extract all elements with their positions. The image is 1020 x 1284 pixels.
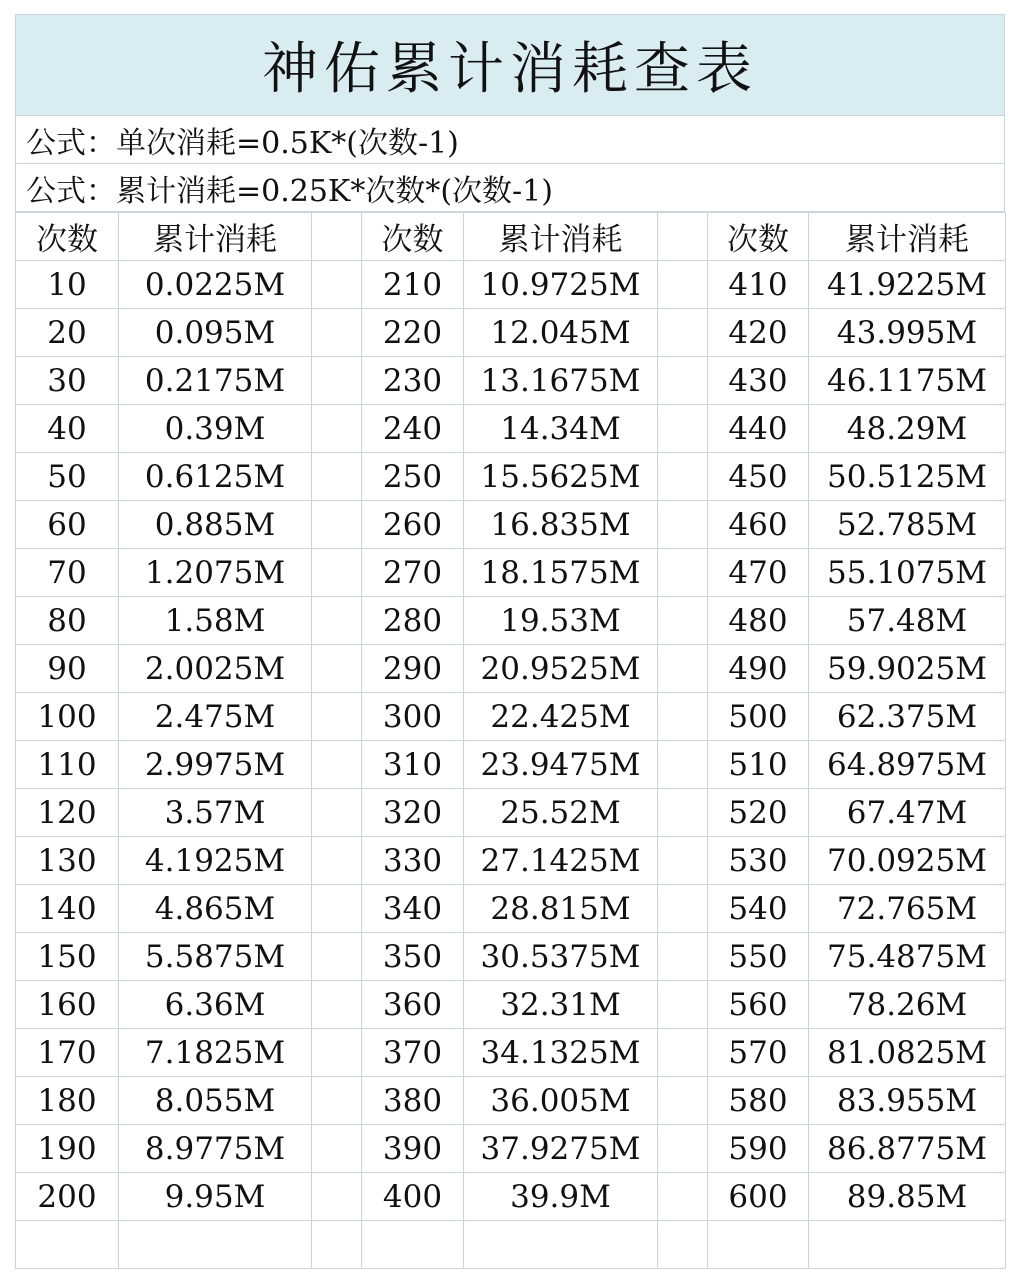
total-cell: 8.9775M [119,1125,312,1173]
count-cell: 530 [708,837,809,885]
table-row [16,597,1006,645]
count-cell: 120 [16,789,119,837]
table-row [16,453,1006,501]
count-cell: 470 [708,549,809,597]
table-row [16,693,1006,741]
table-row [16,549,1006,597]
header-count: 次数 [362,213,464,261]
spacer-cell [658,597,708,645]
total-cell: 41.9225M [809,261,1006,309]
total-cell: 36.005M [464,1077,658,1125]
spacer-cell [312,645,362,693]
total-cell: 27.1425M [464,837,658,885]
total-cell: 67.47M [809,789,1006,837]
spacer-cell [658,405,708,453]
spacer-cell [312,1029,362,1077]
count-cell: 320 [362,789,464,837]
count-cell: 20 [16,309,119,357]
total-cell: 64.8975M [809,741,1006,789]
empty-cell [16,1221,119,1269]
spreadsheet [15,14,1005,1269]
count-cell: 50 [16,453,119,501]
total-cell: 0.095M [119,309,312,357]
empty-cell [809,1221,1006,1269]
count-cell: 590 [708,1125,809,1173]
spacer-cell [658,1029,708,1077]
spacer-cell [658,885,708,933]
total-cell: 39.9M [464,1173,658,1221]
total-cell: 72.765M [809,885,1006,933]
header-row [16,213,1006,261]
total-cell: 23.9475M [464,741,658,789]
lookup-table [15,212,1006,1269]
total-cell: 15.5625M [464,453,658,501]
header-total: 累计消耗 [119,213,312,261]
spacer-cell [312,501,362,549]
count-cell: 450 [708,453,809,501]
count-cell: 390 [362,1125,464,1173]
total-cell: 30.5375M [464,933,658,981]
spacer-cell [658,645,708,693]
count-cell: 430 [708,357,809,405]
total-cell: 78.26M [809,981,1006,1029]
count-cell: 340 [362,885,464,933]
total-cell: 57.48M [809,597,1006,645]
spacer-cell [312,933,362,981]
total-cell: 28.815M [464,885,658,933]
total-cell: 43.995M [809,309,1006,357]
total-cell: 1.2075M [119,549,312,597]
count-cell: 240 [362,405,464,453]
total-cell: 22.425M [464,693,658,741]
count-cell: 540 [708,885,809,933]
count-cell: 300 [362,693,464,741]
total-cell: 83.955M [809,1077,1006,1125]
sheet-title: 神佑累计消耗查表 [15,14,1005,116]
count-cell: 30 [16,357,119,405]
total-cell: 6.36M [119,981,312,1029]
total-cell: 62.375M [809,693,1006,741]
empty-cell [312,1221,362,1269]
spacer-cell [312,357,362,405]
spacer-cell [658,1125,708,1173]
spacer-cell [658,741,708,789]
table-row [16,981,1006,1029]
table-row [16,261,1006,309]
count-cell: 520 [708,789,809,837]
total-cell: 4.1925M [119,837,312,885]
count-cell: 510 [708,741,809,789]
total-cell: 20.9525M [464,645,658,693]
count-cell: 400 [362,1173,464,1221]
total-cell: 1.58M [119,597,312,645]
count-cell: 60 [16,501,119,549]
spacer-cell [658,1077,708,1125]
empty-cell [362,1221,464,1269]
total-cell: 18.1575M [464,549,658,597]
total-cell: 7.1825M [119,1029,312,1077]
count-cell: 200 [16,1173,119,1221]
table-row [16,741,1006,789]
spacer-cell [658,789,708,837]
count-cell: 280 [362,597,464,645]
spacer-cell [658,549,708,597]
spacer-cell [312,549,362,597]
count-cell: 180 [16,1077,119,1125]
count-cell: 130 [16,837,119,885]
spacer-cell [658,693,708,741]
spacer-cell [658,933,708,981]
count-cell: 160 [16,981,119,1029]
total-cell: 37.9275M [464,1125,658,1173]
spacer-cell [312,309,362,357]
count-cell: 70 [16,549,119,597]
count-cell: 270 [362,549,464,597]
spacer-cell [658,1173,708,1221]
total-cell: 52.785M [809,501,1006,549]
spacer-cell [658,357,708,405]
count-cell: 10 [16,261,119,309]
table-row [16,837,1006,885]
header-total: 累计消耗 [464,213,658,261]
total-cell: 16.835M [464,501,658,549]
total-cell: 8.055M [119,1077,312,1125]
table-row [16,357,1006,405]
total-cell: 14.34M [464,405,658,453]
count-cell: 480 [708,597,809,645]
spacer-cell [312,405,362,453]
count-cell: 310 [362,741,464,789]
count-cell: 560 [708,981,809,1029]
total-cell: 81.0825M [809,1029,1006,1077]
count-cell: 250 [362,453,464,501]
spacer-cell [312,261,362,309]
count-cell: 490 [708,645,809,693]
spacer-cell [312,1125,362,1173]
total-cell: 55.1075M [809,549,1006,597]
table-row [16,933,1006,981]
spacer-cell [312,885,362,933]
count-cell: 140 [16,885,119,933]
empty-cell [119,1221,312,1269]
count-cell: 380 [362,1077,464,1125]
total-cell: 4.865M [119,885,312,933]
count-cell: 170 [16,1029,119,1077]
total-cell: 0.0225M [119,261,312,309]
spacer-cell [312,1173,362,1221]
total-cell: 86.8775M [809,1125,1006,1173]
count-cell: 190 [16,1125,119,1173]
header-count: 次数 [16,213,119,261]
spacer-cell [658,309,708,357]
table-row [16,789,1006,837]
spacer-cell [312,741,362,789]
empty-cell [464,1221,658,1269]
total-cell: 3.57M [119,789,312,837]
table-row [16,1077,1006,1125]
total-cell: 32.31M [464,981,658,1029]
table-row [16,645,1006,693]
spacer-cell [658,981,708,1029]
spacer-cell [658,501,708,549]
count-cell: 290 [362,645,464,693]
table-row [16,405,1006,453]
count-cell: 440 [708,405,809,453]
spacer-cell [312,789,362,837]
spacer-cell [658,837,708,885]
empty-row [16,1221,1006,1269]
count-cell: 220 [362,309,464,357]
total-cell: 0.885M [119,501,312,549]
count-cell: 420 [708,309,809,357]
total-cell: 10.9725M [464,261,658,309]
spacer-cell [312,213,362,261]
total-cell: 2.0025M [119,645,312,693]
spacer-cell [312,453,362,501]
count-cell: 150 [16,933,119,981]
total-cell: 0.2175M [119,357,312,405]
spacer-cell [312,597,362,645]
total-cell: 12.045M [464,309,658,357]
total-cell: 2.9975M [119,741,312,789]
count-cell: 580 [708,1077,809,1125]
table-row [16,1029,1006,1077]
count-cell: 230 [362,357,464,405]
count-cell: 260 [362,501,464,549]
table-row [16,1173,1006,1221]
count-cell: 460 [708,501,809,549]
count-cell: 410 [708,261,809,309]
total-cell: 9.95M [119,1173,312,1221]
total-cell: 2.475M [119,693,312,741]
spacer-cell [312,693,362,741]
count-cell: 80 [16,597,119,645]
count-cell: 550 [708,933,809,981]
total-cell: 34.1325M [464,1029,658,1077]
total-cell: 19.53M [464,597,658,645]
table-row [16,1125,1006,1173]
total-cell: 70.0925M [809,837,1006,885]
table-row [16,309,1006,357]
total-cell: 5.5875M [119,933,312,981]
formula-cumulative-cost: 公式：累计消耗=0.25K*次数*(次数-1) [15,164,1005,212]
spacer-cell [312,1077,362,1125]
count-cell: 350 [362,933,464,981]
total-cell: 59.9025M [809,645,1006,693]
count-cell: 40 [16,405,119,453]
count-cell: 500 [708,693,809,741]
count-cell: 90 [16,645,119,693]
total-cell: 50.5125M [809,453,1006,501]
count-cell: 600 [708,1173,809,1221]
count-cell: 370 [362,1029,464,1077]
header-total: 累计消耗 [809,213,1006,261]
spacer-cell [312,981,362,1029]
count-cell: 110 [16,741,119,789]
spacer-cell [312,837,362,885]
header-count: 次数 [708,213,809,261]
empty-cell [708,1221,809,1269]
spacer-cell [658,213,708,261]
count-cell: 360 [362,981,464,1029]
count-cell: 100 [16,693,119,741]
table-row [16,501,1006,549]
count-cell: 570 [708,1029,809,1077]
total-cell: 89.85M [809,1173,1006,1221]
total-cell: 13.1675M [464,357,658,405]
total-cell: 48.29M [809,405,1006,453]
total-cell: 0.6125M [119,453,312,501]
total-cell: 46.1175M [809,357,1006,405]
total-cell: 0.39M [119,405,312,453]
table-row [16,885,1006,933]
empty-cell [658,1221,708,1269]
spacer-cell [658,261,708,309]
formula-single-cost: 公式：单次消耗=0.5K*(次数-1) [15,116,1005,164]
count-cell: 330 [362,837,464,885]
spacer-cell [658,453,708,501]
count-cell: 210 [362,261,464,309]
total-cell: 25.52M [464,789,658,837]
total-cell: 75.4875M [809,933,1006,981]
